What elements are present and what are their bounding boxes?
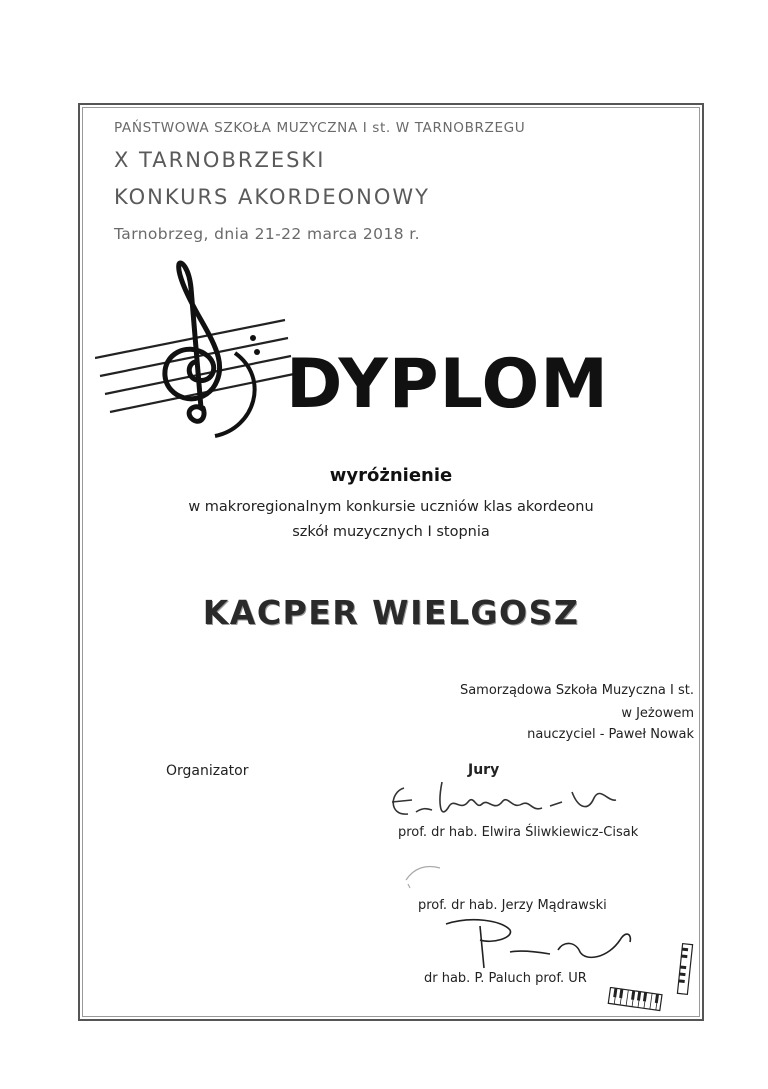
affiliation-town: w Jeżowem [621,706,694,721]
contest-date: Tarnobrzeg, dnia 21-22 marca 2018 r. [114,225,420,243]
signature-1 [382,772,622,832]
piano-keys-icon [607,987,663,1013]
award-description-line2: szkół muzycznych I stopnia [292,524,490,540]
affiliation-teacher: nauczyciel - Paweł Nowak [527,727,694,742]
contest-name: KONKURS AKORDEONOWY [114,185,430,209]
organizer-school-name: PAŃSTWOWA SZKOŁA MUZYCZNA I st. W TARNOBRZEGU [114,120,526,136]
jury-label: Jury [468,762,500,778]
laureate-name: KACPER WIELGOSZ [202,593,580,632]
signature-3 [440,912,640,972]
jury-member-1: prof. dr hab. Elwira Śliwkiewicz-Cisak [398,825,639,840]
diploma-inner-border [82,107,700,1017]
piano-keys-vertical-icon [676,942,694,996]
affiliation-school: Samorządowa Szkoła Muzyczna I st. [459,683,694,698]
jury-member-2: prof. dr hab. Jerzy Mądrawski [418,898,607,913]
contest-edition: X TARNOBRZESKI [114,148,326,172]
organizer-label: Organizator [166,763,249,779]
award-description-line1: w makroregionalnym konkursie uczniów klas akordeonu [188,499,594,515]
diploma-title: DYPLOM [286,345,609,424]
jury-member-3: dr hab. P. Paluch prof. UR [424,971,587,986]
signature-2 [400,850,480,890]
award-type: wyróżnienie [329,465,453,486]
